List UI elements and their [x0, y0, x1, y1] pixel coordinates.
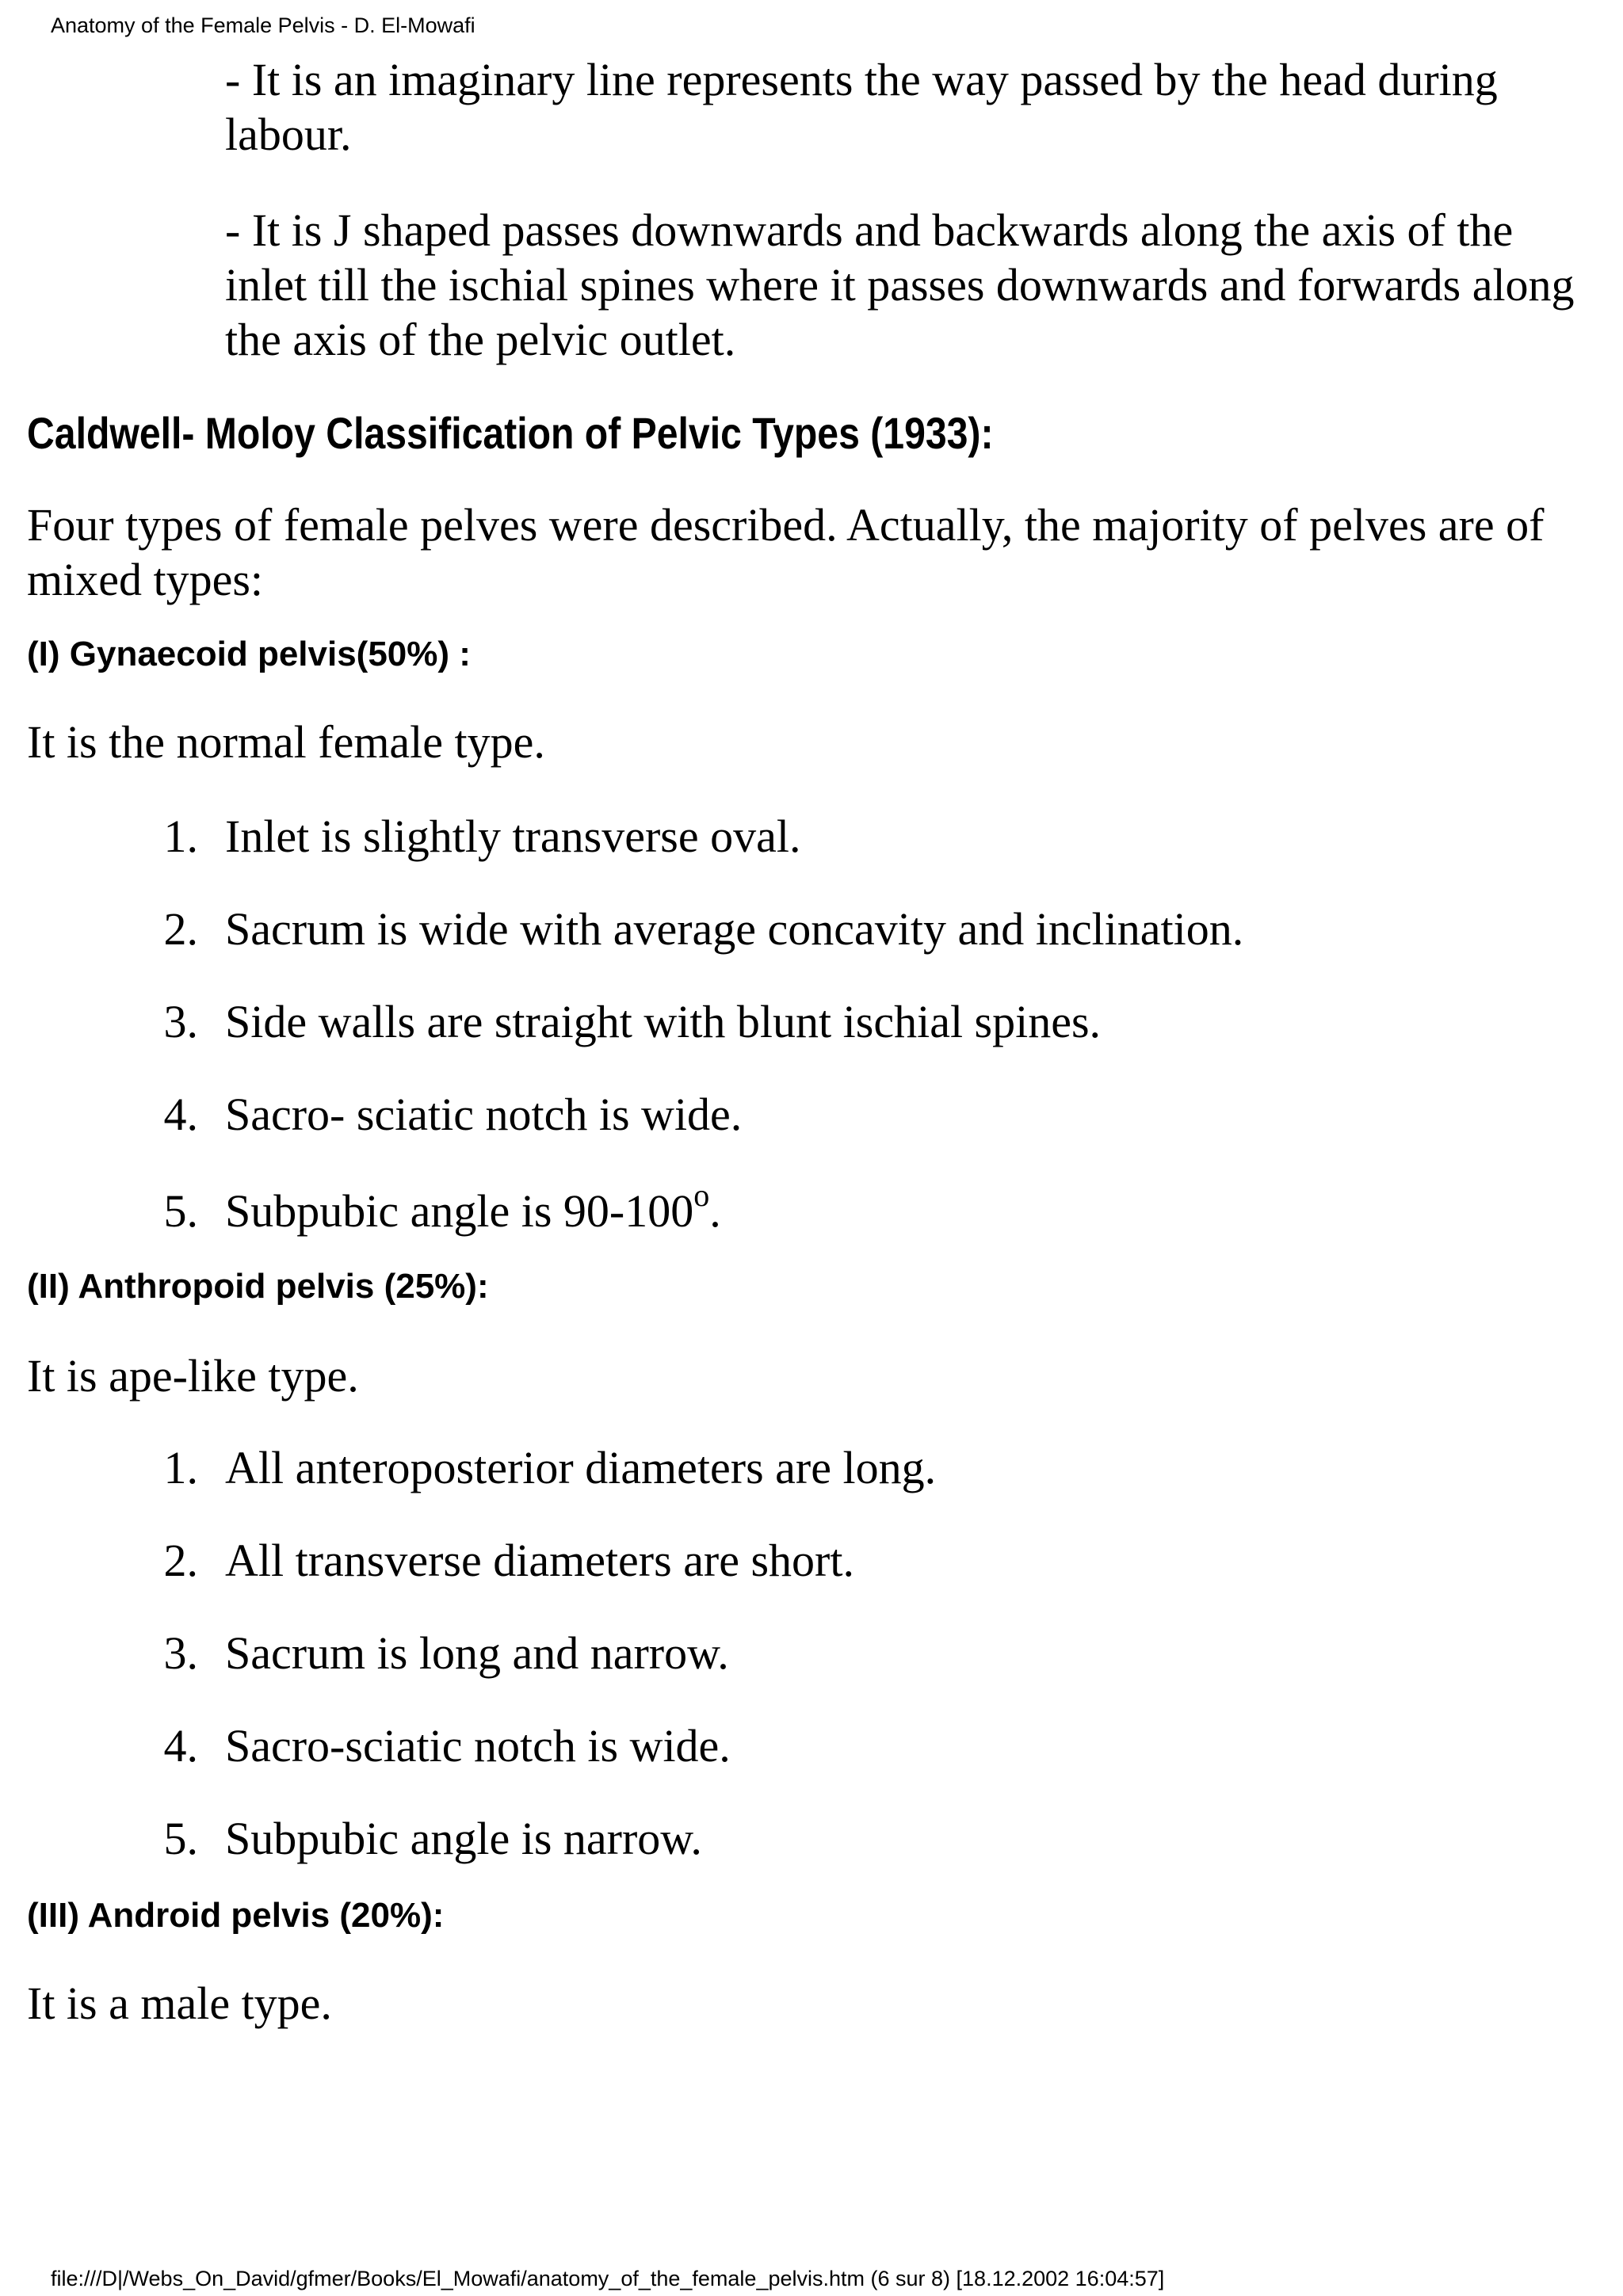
list-text: Subpubic angle is narrow. [225, 1813, 702, 1864]
list-number: 5. [163, 1813, 198, 1864]
list-number: 3. [163, 996, 198, 1047]
running-header: Anatomy of the Female Pelvis - D. El-Mowafi [51, 13, 475, 37]
list-number: 5. [163, 1185, 198, 1237]
classification-heading: Caldwell- Moloy Classification of Pelvic Types (1933): [27, 408, 994, 458]
list-text: Side walls are straight with blunt ischial spines. [225, 996, 1102, 1047]
list-number: 4. [163, 1720, 198, 1772]
list-number: 2. [163, 1535, 198, 1586]
list-number: 2. [163, 903, 198, 955]
list-text: Sacro-sciatic notch is wide. [225, 1720, 731, 1772]
source-footer: file:///D|/Webs_On_David/gfmer/Books/El_Mowafi/anatomy_of_the_female_pelvis.htm (6 sur 8) [18.12.2002 16:04:57] [51, 2267, 1165, 2290]
degree-superscript: o [693, 1177, 710, 1213]
android-intro: It is a male type. [27, 1978, 332, 2029]
list-text: Sacrum is wide with average concavity and inclination. [225, 903, 1244, 955]
android-heading: (III) Android pelvis (20%): [27, 1896, 445, 1935]
list-number: 4. [163, 1089, 198, 1140]
list-text: All anteroposterior diameters are long. [225, 1442, 937, 1493]
list-number: 3. [163, 1627, 198, 1679]
list-text: Sacrum is long and narrow. [225, 1627, 729, 1679]
anthropoid-heading: (II) Anthropoid pelvis (25%): [27, 1267, 489, 1306]
axis-paragraph-2: - It is J shaped passes downwards and backwards along the axis of the inlet till the ischial spines where it passes downwards and forwards along the axis of the pelvic outlet. [225, 204, 1575, 365]
axis-paragraph-1: - It is an imaginary line represents the way passed by the head during labour. [225, 54, 1498, 160]
list-number: 1. [163, 810, 198, 862]
classification-intro: Four types of female pelves were described. Actually, the majority of pelves are of mixed types: [27, 499, 1545, 605]
list-number: 1. [163, 1442, 198, 1493]
list-text-tail: . [709, 1185, 721, 1237]
list-text: Inlet is slightly transverse oval. [225, 810, 801, 862]
list-text-main: Subpubic angle is 90-100 [225, 1185, 694, 1237]
list-text: All transverse diameters are short. [225, 1535, 854, 1586]
gynaecoid-heading: (I) Gynaecoid pelvis(50%) : [27, 635, 471, 673]
list-text: Sacro- sciatic notch is wide. [225, 1089, 743, 1140]
gynaecoid-intro: It is the normal female type. [27, 716, 545, 768]
anthropoid-intro: It is ape-like type. [27, 1350, 359, 1402]
list-text [225, 1177, 721, 1238]
